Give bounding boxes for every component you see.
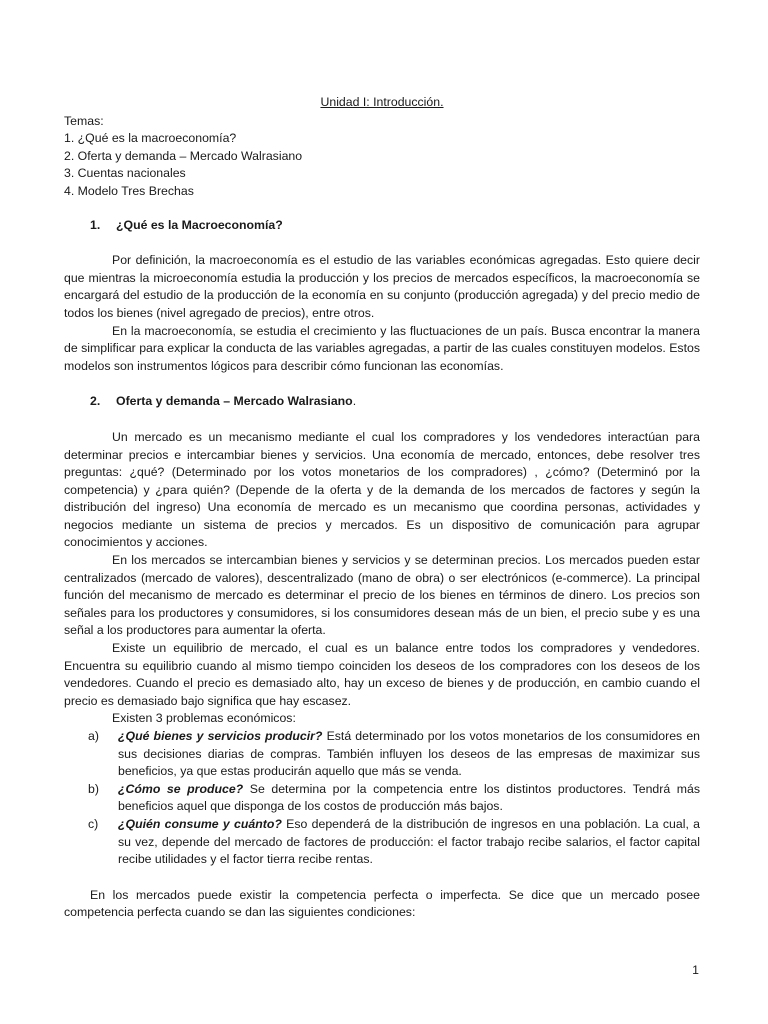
problem-question: ¿Cómo se produce? xyxy=(118,781,244,796)
section-title: Oferta y demanda – Mercado Walrasiano xyxy=(116,394,353,409)
problem-text xyxy=(118,728,700,781)
problem-item xyxy=(64,816,700,869)
paragraph: En los mercados se intercambian bienes y servicios y se determinan precios. Los mercados pueden estar centralizados (mercado de valores), descentralizado (mano de obra) o ser electrónicos (e-commerce). La principal función del mecanismo de mercado es determinar el precio de los bienes en términos de dinero. Los precios son señales para los productores y consumidores, si los consumidores desean más de un bien, el precio sube y es una señal a los productores para aumentar la oferta. xyxy=(64,553,700,638)
page-content xyxy=(64,94,700,922)
section-number: 2. xyxy=(90,394,101,409)
topic-item: 2. Oferta y demanda – Mercado Walrasiano xyxy=(64,148,303,163)
problem-text xyxy=(118,781,700,816)
topic-item: 4. Modelo Tres Brechas xyxy=(64,183,194,198)
topics-label: Temas: xyxy=(64,113,104,128)
paragraph: En la macroeconomía, se estudia el crecimiento y las fluctuaciones de un país. Busca encontrar la manera de simplificar para explicar la conducta de las variables agregadas, a partir de las cuales constituyen modelos. Estos modelos son instrumentos lógicos para describir cómo funcionan las economías. xyxy=(64,323,700,373)
problem-question: ¿Quién consume y cuánto? xyxy=(118,816,282,831)
paragraph: Un mercado es un mecanismo mediante el cual los compradores y los vendedores interactúan para determinar precios e intercambiar bienes y servicios. Una economía de mercado, entonces, debe resolver tres preguntas: ¿qué? (Determinado por los votos monetarios de los compradores) , ¿cómo? (Determinó por la competencia) y ¿para quién? (Depende de la oferta y de la demanda de los mercados de factores y según la distribución del ingreso) Una economía de mercado es un mecanismo que coordina personas, actividades y negocios mediante un sistema de precios y mercados. Es un dispositivo de comunicación para agrupar conocimientos y acciones. xyxy=(64,429,700,550)
problem-label: b) xyxy=(88,781,99,796)
problem-label: a) xyxy=(88,729,99,743)
page-number: 1 xyxy=(692,963,699,977)
topic-item: 1. ¿Qué es la macroeconomía? xyxy=(64,131,237,146)
paragraph: Existen 3 problemas económicos: xyxy=(112,711,296,726)
paragraph: Por definición, la macroeconomía es el estudio de las variables económicas agregadas. Esto quiere decir que mientras la microeconomía estudia la producción y los precios de mercados específicos, la macroeconomía se encargará del estudio de la producción de la economía en su conjunto (producción agregada) y del precio medio de todos los bienes (nivel agregado de precios), entre otros. xyxy=(64,253,700,320)
problem-description: Está determinado por los votos monetarios de los consumidores en sus decisiones diarias de compras. También influyen los deseos de las empresas de maximizar sus beneficios, ya que estas producirán aquello que más se venda. xyxy=(118,729,700,779)
section-number: 1. xyxy=(90,217,101,232)
problem-label: c) xyxy=(88,816,99,831)
problem-description: Eso dependerá de la distribución de ingresos en una población. La cual, a su vez, depende del mercado de factores de producción: el factor trabajo recibe salarios, el factor capital recibe utilidades y el factor tierra recibe rentas. xyxy=(118,816,701,867)
paragraph: Existe un equilibrio de mercado, el cual es un balance entre todos los compradores y vendedores. Encuentra su equilibrio cuando al mismo tiempo coinciden los deseos de los compradores con los deseos de los vendedores. Cuando el precio es demasiado alto, hay un exceso de bienes y de producción, en cambio cuando el precio es demasiado bajo significa que hay escasez. xyxy=(64,641,700,708)
problem-item xyxy=(64,781,700,816)
problem-item xyxy=(64,728,700,781)
section-heading-2 xyxy=(64,393,700,411)
topic-item: 3. Cuentas nacionales xyxy=(64,166,186,181)
section-title-period: . xyxy=(352,394,357,409)
section-heading-1 xyxy=(64,217,700,235)
problem-description: Se determina por la competencia entre los distintos productores. Tendrá más beneficios aquel que disponga de los costos de producción más bajos. xyxy=(118,781,700,814)
section-title: ¿Qué es la Macroeconomía? xyxy=(116,217,283,232)
paragraph: En los mercados puede existir la competencia perfecta o imperfecta. Se dice que un mercado posee competencia perfecta cuando se dan las siguientes condiciones: xyxy=(64,887,700,920)
problem-text xyxy=(118,816,700,869)
document-title: Unidad I: Introducción. xyxy=(320,95,444,109)
problem-question: ¿Qué bienes y servicios producir? xyxy=(118,729,323,743)
